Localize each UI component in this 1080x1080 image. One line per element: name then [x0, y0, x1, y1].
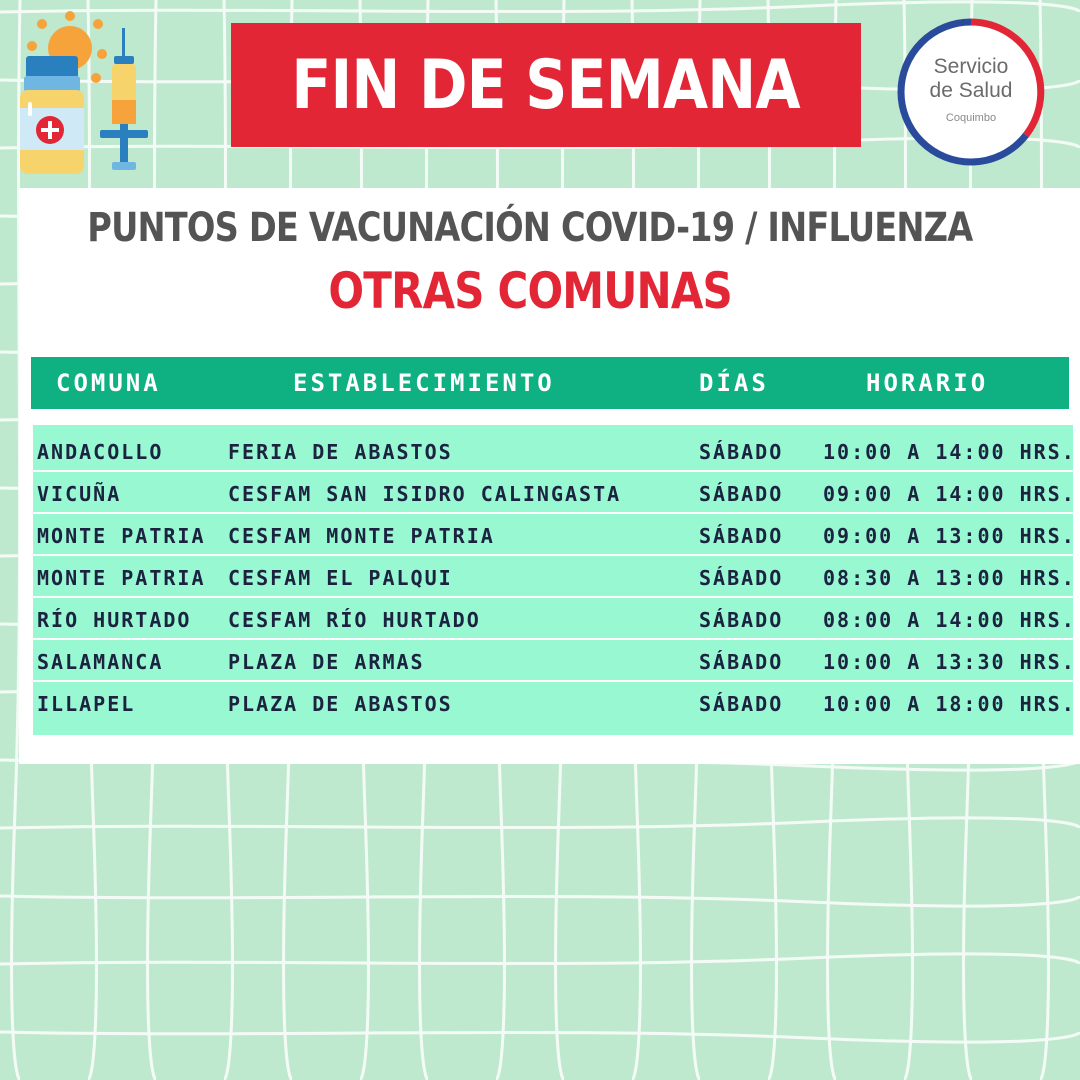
- cell-comuna: RÍO HURTADO: [37, 608, 192, 632]
- table-body: [33, 425, 1076, 735]
- table-row: [33, 682, 1076, 722]
- syringe-icon: [100, 28, 148, 170]
- vaccine-illustration: [14, 4, 154, 176]
- table-row: [33, 598, 1076, 638]
- cell-dias: SÁBADO: [699, 524, 784, 548]
- cell-dias: SÁBADO: [699, 440, 784, 464]
- weekend-banner: [231, 23, 861, 147]
- grid-line-horizontal: [0, 818, 1080, 828]
- cell-horario: 10:00 A 18:00 HRS.: [823, 692, 1076, 716]
- table-row: [33, 640, 1076, 680]
- banner-title: FIN DE SEMANA: [291, 45, 801, 125]
- cell-horario: 08:00 A 14:00 HRS.: [823, 608, 1076, 632]
- logo-line-1: Servicio: [933, 55, 1009, 78]
- logo-region: Coquimbo: [945, 112, 997, 124]
- page-title: [0, 205, 1060, 251]
- cell-dias: SÁBADO: [699, 482, 784, 506]
- cell-horario: 08:30 A 13:00 HRS.: [823, 566, 1076, 590]
- table-row: [33, 472, 1076, 512]
- grid-line-horizontal: [0, 954, 1080, 964]
- cell-comuna: ILLAPEL: [37, 692, 136, 716]
- table-row: [33, 430, 1076, 470]
- column-header-dias: DÍAS: [699, 369, 769, 397]
- page-subtitle: [0, 262, 1060, 320]
- column-header-comuna: COMUNA: [56, 369, 161, 397]
- column-header-establecimiento: ESTABLECIMIENTO: [293, 369, 555, 397]
- cell-horario: 10:00 A 14:00 HRS.: [823, 440, 1076, 464]
- cell-establecimiento: PLAZA DE ARMAS: [228, 650, 425, 674]
- cell-dias: SÁBADO: [699, 650, 784, 674]
- cell-horario: 09:00 A 14:00 HRS.: [823, 482, 1076, 506]
- grid-line-horizontal: [0, 2, 1080, 12]
- cell-dias: SÁBADO: [699, 692, 784, 716]
- cell-comuna: ANDACOLLO: [37, 440, 164, 464]
- table-row: [33, 556, 1076, 596]
- logo-line-2: de Salud: [929, 79, 1013, 102]
- table-row: [33, 514, 1076, 554]
- cell-establecimiento: CESFAM EL PALQUI: [228, 566, 453, 590]
- cell-establecimiento: CESFAM RÍO HURTADO: [228, 608, 481, 632]
- cell-comuna: VICUÑA: [37, 482, 122, 506]
- cell-establecimiento: CESFAM SAN ISIDRO CALINGASTA: [228, 482, 622, 506]
- column-header-horario: HORARIO: [866, 369, 989, 397]
- cell-horario: 10:00 A 13:30 HRS.: [823, 650, 1076, 674]
- grid-line-horizontal: [0, 1032, 1080, 1042]
- grid-line-horizontal: [0, 896, 1080, 906]
- cell-dias: SÁBADO: [699, 566, 784, 590]
- cell-horario: 09:00 A 13:00 HRS.: [823, 524, 1076, 548]
- cell-comuna: MONTE PATRIA: [37, 524, 206, 548]
- vaccine-vial-icon: [20, 56, 84, 174]
- cell-establecimiento: PLAZA DE ABASTOS: [228, 692, 453, 716]
- page-title-text: PUNTOS DE VACUNACIÓN COVID-19 / INFLUENZA: [87, 205, 973, 251]
- page-subtitle-text: OTRAS COMUNAS: [328, 262, 732, 320]
- cell-establecimiento: FERIA DE ABASTOS: [228, 440, 453, 464]
- cell-comuna: MONTE PATRIA: [37, 566, 206, 590]
- cell-comuna: SALAMANCA: [37, 650, 164, 674]
- table-header: [31, 357, 1069, 409]
- cell-dias: SÁBADO: [699, 608, 784, 632]
- logo-name: [896, 55, 1046, 103]
- cell-establecimiento: CESFAM MONTE PATRIA: [228, 524, 495, 548]
